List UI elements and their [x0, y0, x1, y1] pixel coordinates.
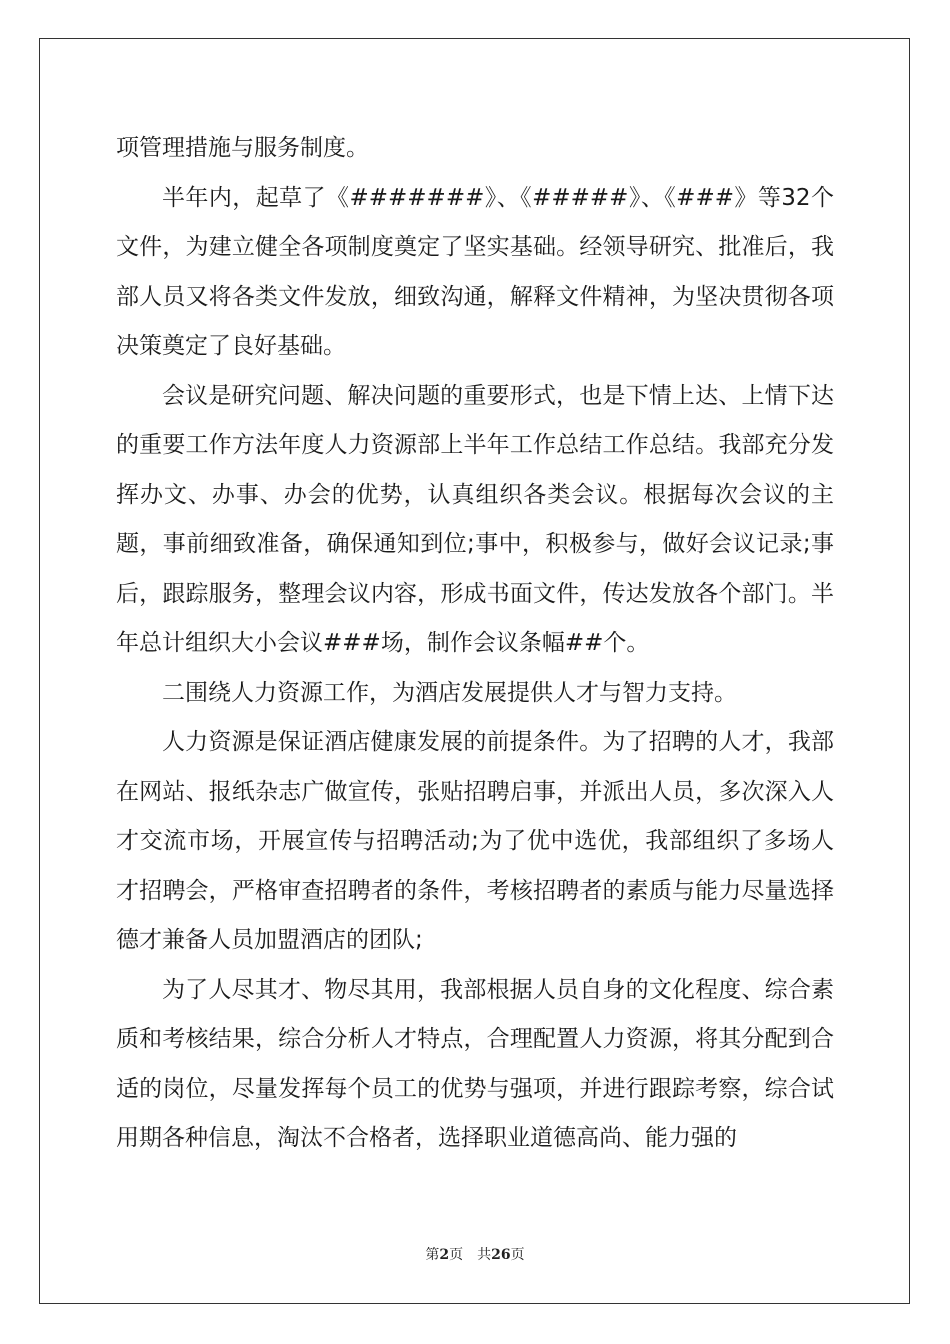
- document-body: [116, 124, 834, 1164]
- total-prefix: 共: [477, 1247, 492, 1263]
- total-pages: 26: [491, 1247, 511, 1263]
- paragraph: 人力资源是保证酒店健康发展的前提条件。为了招聘的人才，我部在网站、报纸杂志广做宣传，张贴招聘启事，并派出人员，多次深入人才交流市场，开展宣传与招聘活动;为了优中选优，我部组织了多场人才招聘会，严格审查招聘者的条件，考核招聘者的素质与能力尽量选择德才兼备人员加盟酒店的团队;: [116, 729, 834, 953]
- paragraph: 会议是研究问题、解决问题的重要形式，也是下情上达、上情下达的重要工作方法年度人力资源部上半年工作总结工作总结。我部充分发挥办文、办事、办会的优势，认真组织各类会议。根据每次会议的主题，事前细致准备，确保通知到位;事中，积极参与，做好会议记录;事后，跟踪服务，整理会议内容，形成书面文件，传达发放各个部门。半年总计组织大小会议###场，制作会议条幅##个。: [116, 382, 834, 656]
- total-suffix: 页: [510, 1247, 525, 1263]
- page-suffix: 页: [449, 1247, 464, 1263]
- paragraph-continuation: 项管理措施与服务制度。: [116, 135, 369, 161]
- page-number: 2: [439, 1247, 450, 1263]
- paragraph: 半年内，起草了《#######》、《#####》、《###》等32个文件，为建立健全各项制度奠定了坚实基础。经领导研究、批准后，我部人员又将各类文件发放，细致沟通，解释文件精神，为坚决贯彻各项决策奠定了良好基础。: [116, 184, 834, 359]
- page-prefix: 第: [425, 1247, 440, 1263]
- page-footer: [0, 1244, 950, 1264]
- paragraph: 为了人尽其才、物尽其用，我部根据人员自身的文化程度、综合素质和考核结果，综合分析人才特点，合理配置人力资源，将其分配到合适的岗位，尽量发挥每个员工的优势与强项，并进行跟踪考察，综合试用期各种信息，淘汰不合格者，选择职业道德高尚、能力强的: [116, 976, 834, 1151]
- section-heading: 二围绕人力资源工作，为酒店发展提供人才与智力支持。: [162, 679, 737, 706]
